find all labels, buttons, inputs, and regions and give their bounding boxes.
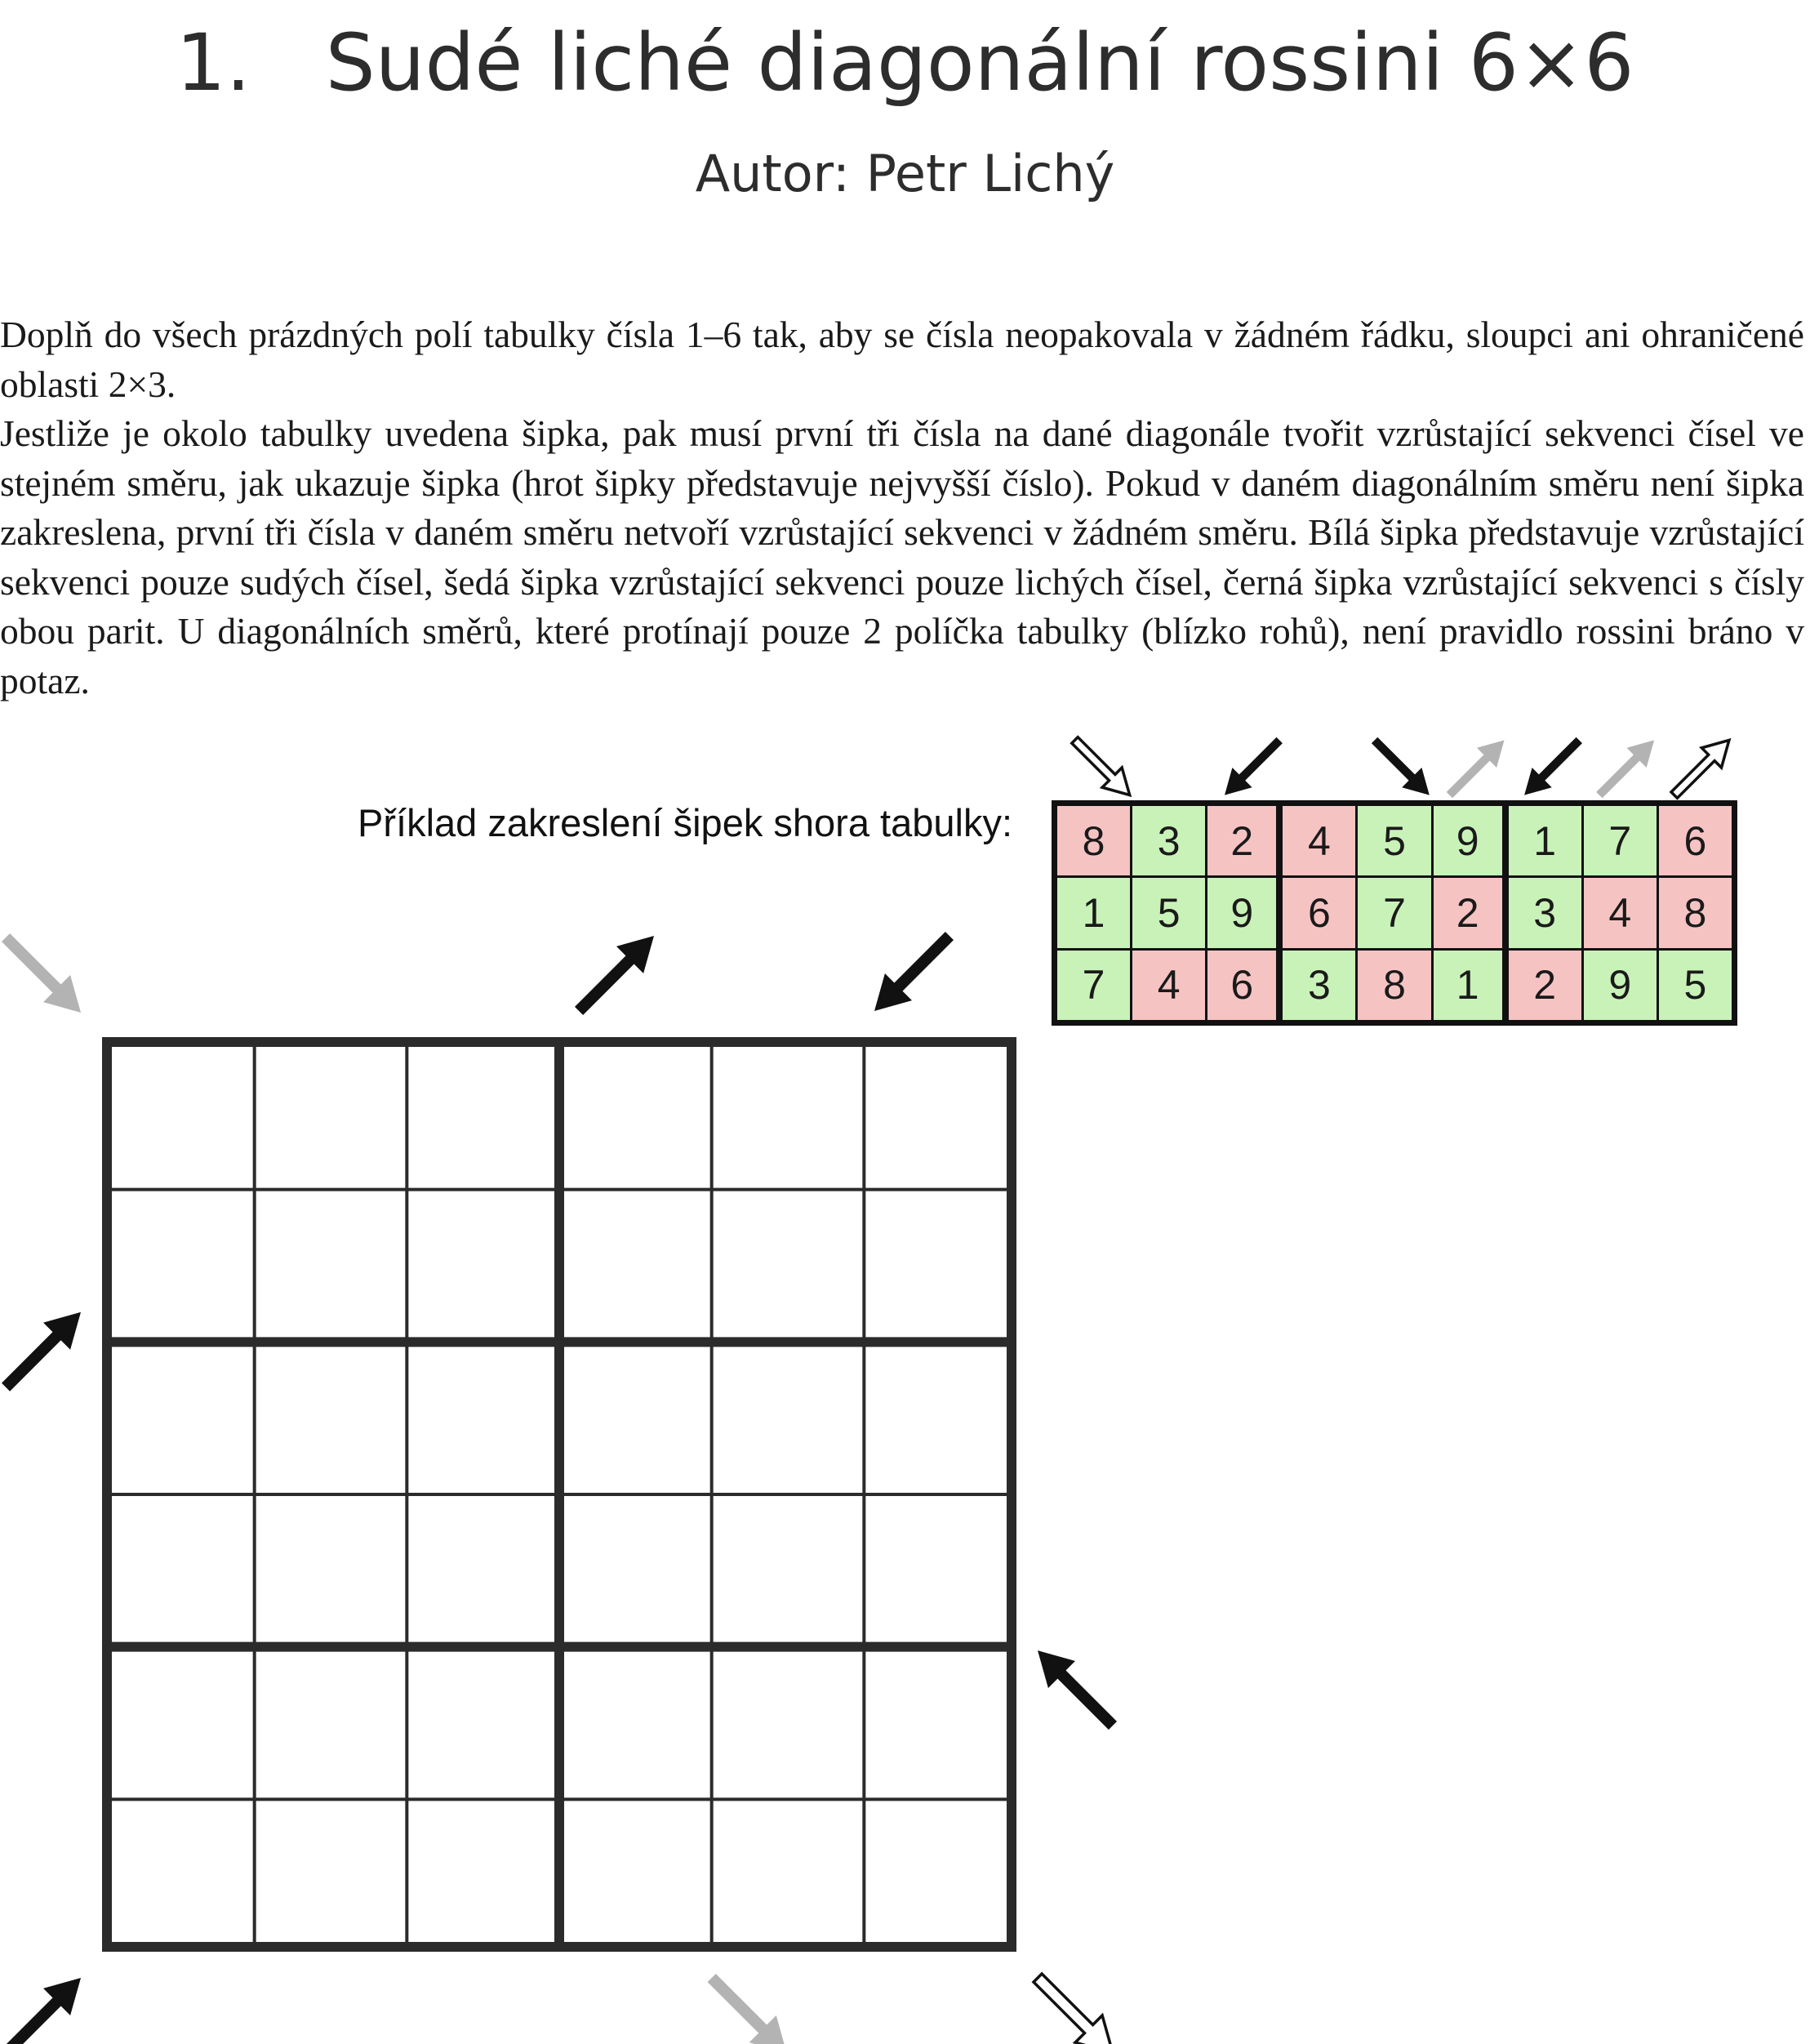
example-label: Příklad zakreslení šipek shora tabulky: xyxy=(358,801,1012,844)
example-cell: 8 xyxy=(1057,806,1130,875)
example-arrow-black xyxy=(1225,737,1283,795)
example-cell: 5 xyxy=(1358,806,1430,875)
example-cell: 3 xyxy=(1132,806,1205,875)
example-cell: 6 xyxy=(1659,806,1732,875)
puzzle-arrow-black xyxy=(2,1312,81,1392)
example-arrow-gray xyxy=(1447,740,1505,798)
example-cell: 2 xyxy=(1509,951,1581,1020)
example-cell: 6 xyxy=(1207,951,1280,1020)
example-cell: 7 xyxy=(1584,806,1657,875)
example-arrow-white xyxy=(1671,740,1729,798)
example-arrow-white xyxy=(1072,737,1130,795)
example-cell: 4 xyxy=(1132,951,1205,1020)
example-cell: 5 xyxy=(1132,878,1205,947)
example-cell: 8 xyxy=(1358,951,1430,1020)
puzzle-arrow-black xyxy=(575,936,654,1015)
example-cell: 4 xyxy=(1283,806,1355,875)
puzzle-title: 1. Sudé liché diagonální rossini 6×6 xyxy=(176,17,1634,109)
rules-paragraph-2: Jestliže je okolo tabulky uvedena šipka, pak musí první tři čísla na dané diagonále tvořit vzrůstající sekvenci čísel ve stejném směru, jak ukazuje šipka (hrot šipky představuje nejvyšší číslo). Pokud v daném diagonálním směru není šipka zakreslena, první tři čísla v daném směru netvoří vzrůstající sekvenci v žádném směru. Bílá šipka představuje vzrůstající sekvenci pouze sudých čísel, šedá šipka vzrůstající sekvenci pouze lichých čísel, černá šipka vzrůstající sekvenci s čísly obou parit. U diagonálních směrů, které protínají pouze 2 políčka tabulky (blízko rohů), není pravidlo rossini bráno v potaz. xyxy=(0,412,1804,701)
puzzle-arrow-black xyxy=(2,1978,81,2044)
example-cell: 3 xyxy=(1283,951,1355,1020)
example-cell: 1 xyxy=(1509,806,1581,875)
example-arrow-black xyxy=(1524,737,1582,795)
puzzle-arrow-gray xyxy=(2,933,81,1013)
example-cell: 4 xyxy=(1584,878,1657,947)
example-cell: 7 xyxy=(1057,951,1130,1020)
example-cell: 9 xyxy=(1584,951,1657,1020)
puzzle-arrow-gray xyxy=(708,1974,787,2044)
example-cell: 2 xyxy=(1207,806,1280,875)
example-cell: 8 xyxy=(1659,878,1732,947)
example-arrow-gray xyxy=(1596,740,1654,798)
rules-paragraph-1: Doplň do všech prázdných polí tabulky čísla 1–6 tak, aby se čísla neopakovala v žádném řádku, sloupci ani ohraničené oblasti 2×3. xyxy=(0,314,1804,405)
example-arrow-black xyxy=(1372,737,1430,795)
puzzle-arrow-black xyxy=(1038,1650,1117,1730)
author-line: Autor: Petr Lichý xyxy=(695,144,1115,203)
example-cell: 7 xyxy=(1358,878,1430,947)
example-cell: 9 xyxy=(1207,878,1280,947)
example-cell: 2 xyxy=(1434,878,1506,947)
puzzle-arrow-white xyxy=(1034,1974,1113,2044)
example-cell: 9 xyxy=(1434,806,1506,875)
example-cell: 1 xyxy=(1434,951,1506,1020)
example-cell: 3 xyxy=(1509,878,1581,947)
example-cell: 1 xyxy=(1057,878,1130,947)
example-cell: 5 xyxy=(1659,951,1732,1020)
example-cell: 6 xyxy=(1283,878,1355,947)
puzzle-arrow-black xyxy=(874,932,954,1011)
